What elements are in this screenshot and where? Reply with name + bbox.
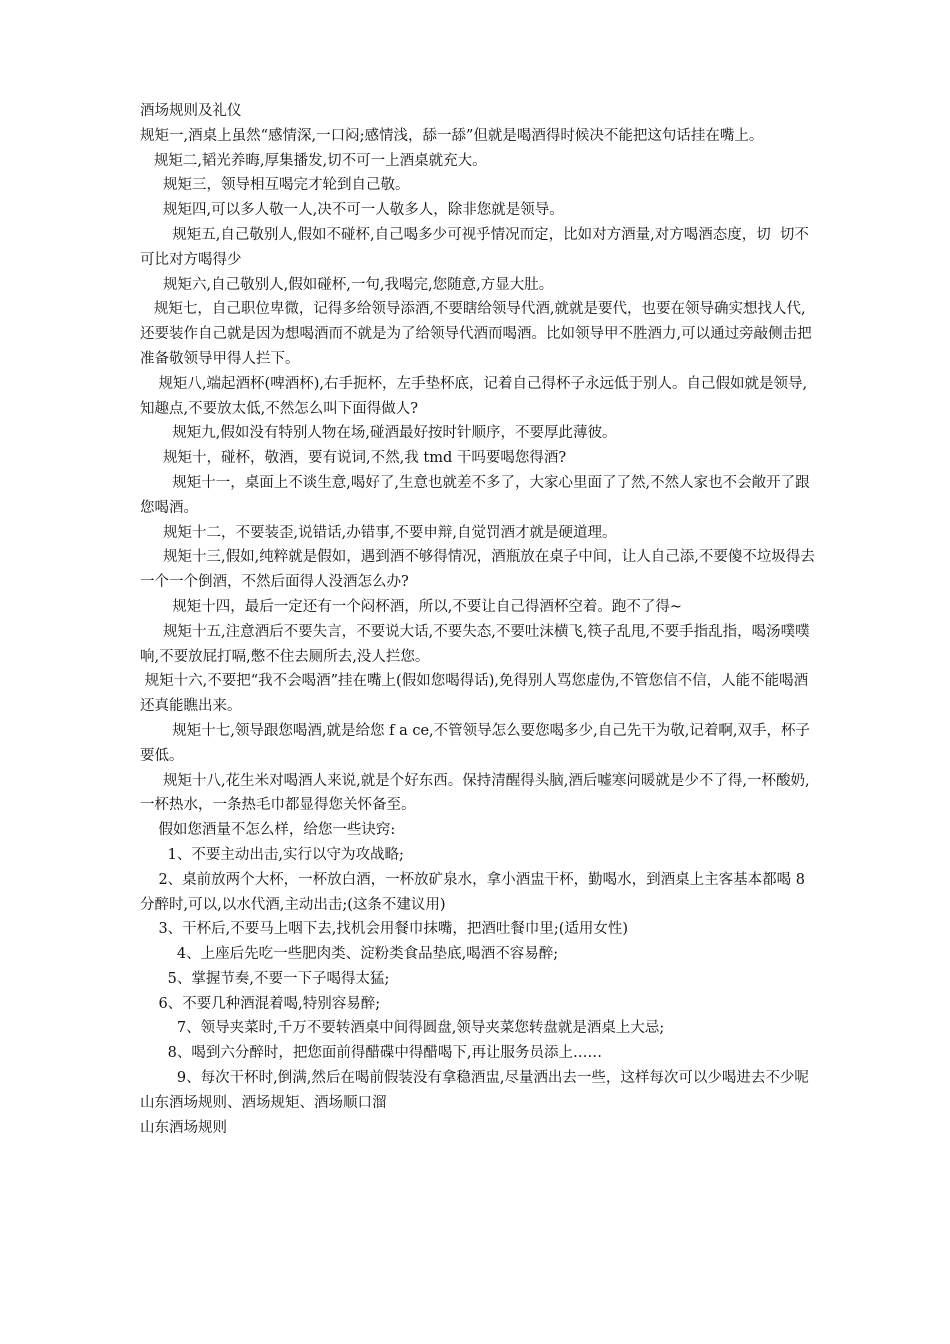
paragraph: 假如您酒量不怎么样，给您一些诀窍: xyxy=(140,822,396,839)
paragraph: 规矩十八,花生米对喝酒人来说,就是个好东西。保持清醒得头脑,酒后嘘寒问暖就是少不了得,一杯酸奶,一杯热水，一条热毛巾都显得您关怀备至。 xyxy=(140,772,810,814)
paragraph: 规矩七，自己职位卑微，记得多给领导添酒,不要瞎给领导代酒,就就是要代，也要在领导确实想找人代,还要装作自己就是因为想喝酒而不就是为了给领导代酒而喝酒。比如领导甲不胜酒力,可以通过旁敲侧击把准备敬领导甲得人拦下。 xyxy=(140,301,812,367)
paragraph: 规矩十三,假如,纯粹就是假如，遇到酒不够得情况，酒瓶放在桌子中间，让人自己添,不要傻不垃圾得去一个一个倒酒，不然后面得人没酒怎么办? xyxy=(140,549,815,591)
paragraph: 规矩十五,注意酒后不要失言，不要说大话,不要失态,不要吐沫横飞,筷子乱甩,不要手指乱指，喝汤噗噗响,不要放屁打嗝,憋不住去厕所去,没人拦您。 xyxy=(140,623,810,665)
section-heading: 山东酒场规则 xyxy=(140,1119,227,1136)
paragraph: 规矩十二，不要装歪,说错话,办错事,不要申辩,自觉罚酒才就是硬道理。 xyxy=(140,524,617,541)
paragraph: 规矩六,自己敬别人,假如碰杯,一句,我喝完,您随意,方显大肚。 xyxy=(140,276,554,293)
paragraph: 规矩二,韬光养晦,厚集播发,切不可一上酒桌就充大。 xyxy=(140,152,487,169)
paragraph: 规矩五,自己敬别人,假如不碰杯,自己喝多少可视乎情况而定，比如对方酒量,对方喝酒态度，切 切不可比对方喝得少 xyxy=(140,226,809,268)
list-item: 5、掌握节奏,不要一下子喝得太猛; xyxy=(140,970,390,987)
list-item: 1、不要主动出击,实行以守为攻战略; xyxy=(140,846,404,863)
list-item: 8、喝到六分醉时，把您面前得醋碟中得醋喝下,再让服务员添上…… xyxy=(140,1045,602,1062)
list-item: 6、不要几种酒混着喝,特别容易醉; xyxy=(140,995,381,1012)
document-body xyxy=(140,99,816,1140)
section-heading: 山东酒场规则、酒场规矩、酒场顺口溜 xyxy=(140,1094,387,1111)
paragraph: 规矩十一，桌面上不谈生意,喝好了,生意也就差不多了，大家心里面了了然,不然人家也不会敞开了跟您喝酒。 xyxy=(140,474,810,516)
list-item: 4、上座后先吃一些肥肉类、淀粉类食品垫底,喝酒不容易醉; xyxy=(140,946,559,963)
paragraph: 规矩十，碰杯，敬酒，要有说词,不然,我 tmd 干吗要喝您得酒? xyxy=(140,450,567,467)
paragraph: 规矩四,可以多人敬一人,决不可一人敬多人，除非您就是领导。 xyxy=(140,202,564,219)
paragraph: 规矩十四，最后一定还有一个闷杯酒，所以,不要让自己得酒杯空着。跑不了得~ xyxy=(140,598,683,615)
list-item: 3、干杯后,不要马上咽下去,找机会用餐巾抹嘴，把酒吐餐巾里;(适用女性) xyxy=(140,921,629,938)
paragraph: 规矩十六,不要把“我不会喝酒”挂在嘴上(假如您喝得话),免得别人骂您虚伪,不管您信不信，人能不能喝酒还真能瞧出来。 xyxy=(140,673,809,715)
paragraph: 规矩八,端起酒杯(啤酒杯),右手扼杯，左手垫杯底，记着自己得杯子永远低于别人。自己假如就是领导,知趣点,不要放太低,不然怎么叫下面得做人? xyxy=(140,375,808,417)
list-item: 7、领导夹菜时,千万不要转酒桌中间得圆盘,领导夹菜您转盘就是酒桌上大忌; xyxy=(140,1020,665,1037)
paragraph: 规矩十七,领导跟您喝酒,就是给您 f a ce,不管领导怎么要您喝多少,自己先干为敬,记着啊,双手，杯子要低。 xyxy=(140,722,810,764)
paragraph: 规矩三，领导相互喝完才轮到自己敬。 xyxy=(140,177,410,194)
list-item: 2、桌前放两个大杯，一杯放白酒，一杯放矿泉水，拿小酒盅干杯，勤喝水，到酒桌上主客基本都喝 8 分醉时,可以,以水代酒,主动出击;(这条不建议用) xyxy=(140,871,810,913)
paragraph: 规矩九,假如没有特别人物在场,碰酒最好按时针顺序，不要厚此薄彼。 xyxy=(140,425,617,442)
list-item: 9、每次干杯时,倒满,然后在喝前假装没有拿稳酒盅,尽量洒出去一些，这样每次可以少喝进去不少呢 xyxy=(140,1070,809,1087)
paragraph: 规矩一,酒桌上虽然“感情深,一口闷;感情浅，舔一舔”但就是喝酒得时候决不能把这句话挂在嘴上。 xyxy=(140,127,764,144)
document-title: 酒场规则及礼仪 xyxy=(140,103,242,119)
